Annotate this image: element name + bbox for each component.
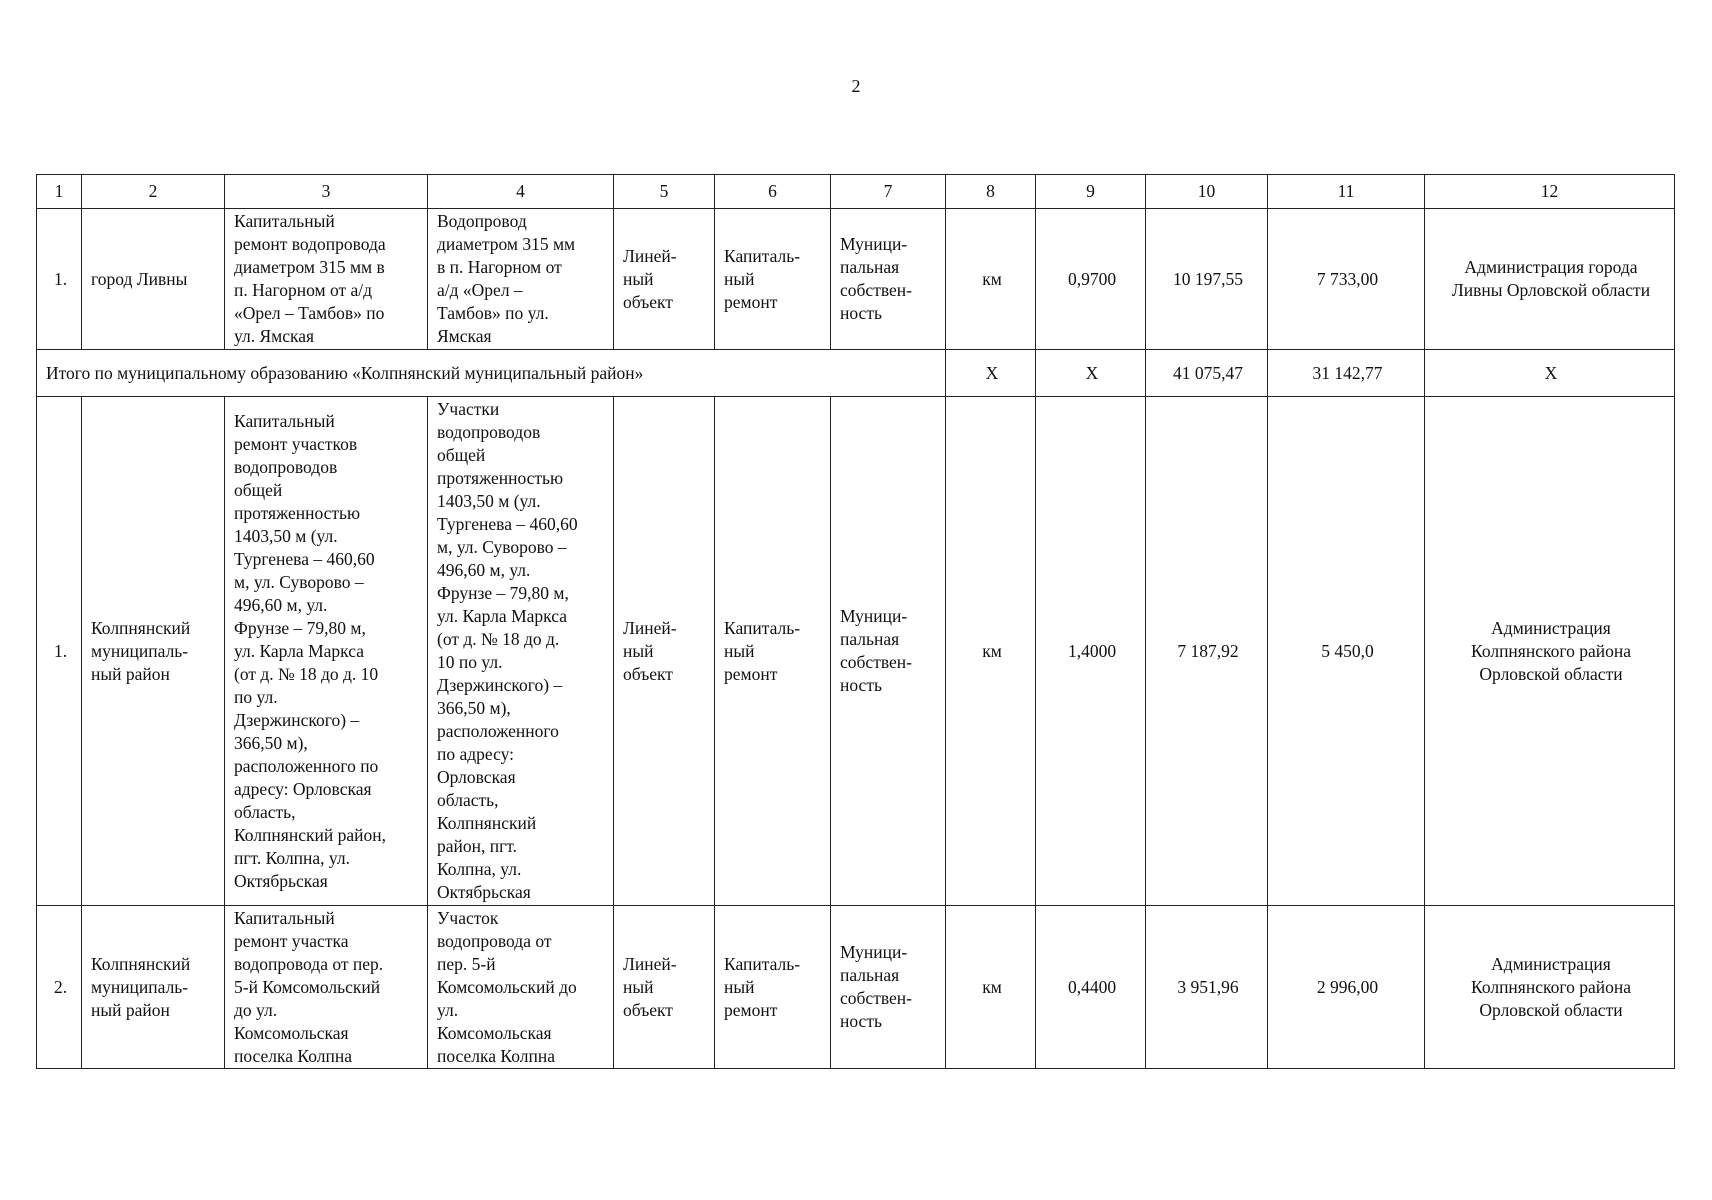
- unit-cell: км: [946, 209, 1036, 350]
- unit-cell: км: [946, 397, 1036, 906]
- ownership-cell: Муници- пальная собствен- ность: [831, 209, 946, 350]
- municipality-cell: Колпнянский муниципаль- ный район: [82, 397, 225, 906]
- municipality-cell: Колпнянский муниципаль- ный район: [82, 906, 225, 1069]
- total-label: Итого по муниципальному образованию «Колпнянский муниципальный район»: [37, 350, 946, 397]
- subsidy-cost-cell: 2 996,00: [1268, 906, 1425, 1069]
- total-unit-cell: Х: [946, 350, 1036, 397]
- object-description-cell: Водопровод диаметром 315 мм в п. Нагорном от а/д «Орел – Тамбов» по ул. Ямская: [428, 209, 614, 350]
- total-subsidy-sum: 31 142,77: [1268, 350, 1425, 397]
- work-description-cell: Капитальный ремонт водопровода диаметром 315 мм в п. Нагорном от а/д «Орел – Тамбов» по ул. Ямская: [225, 209, 428, 350]
- total-cost-cell: 10 197,55: [1146, 209, 1268, 350]
- object-type-cell: Линей- ный объект: [614, 397, 715, 906]
- customer-cell: Администрация Колпнянского района Орловской области: [1425, 906, 1675, 1069]
- column-number: 3: [225, 175, 428, 209]
- ownership-cell: Муници- пальная собствен- ность: [831, 397, 946, 906]
- customer-cell: Администрация города Ливны Орловской области: [1425, 209, 1675, 350]
- object-description-cell: Участки водопроводов общей протяженностью 1403,50 м (ул. Тургенева – 460,60 м, ул. Суворово – 496,60 м, ул. Фрунзе – 79,80 м, ул. Карла Маркса (от д. № 18 до д. 10 по ул. Дзержинского) – 366,50 м), расположенного по адресу: Орловская область, Колпнянский район, пгт. Колпна, ул. Октябрьская: [428, 397, 614, 906]
- object-description-cell: Участок водопровода от пер. 5-й Комсомольский до ул. Комсомольская поселка Колпна: [428, 906, 614, 1069]
- column-number: 5: [614, 175, 715, 209]
- budget-table: [36, 174, 1675, 1069]
- column-number: 11: [1268, 175, 1425, 209]
- work-type-cell: Капиталь- ный ремонт: [715, 906, 831, 1069]
- subsidy-cost-cell: 5 450,0: [1268, 397, 1425, 906]
- row-number: 2.: [37, 906, 82, 1069]
- column-number: 12: [1425, 175, 1675, 209]
- customer-cell: Администрация Колпнянского района Орловской области: [1425, 397, 1675, 906]
- table-row: [37, 906, 1675, 1069]
- object-type-cell: Линей- ный объект: [614, 906, 715, 1069]
- column-number: 6: [715, 175, 831, 209]
- object-type-cell: Линей- ный объект: [614, 209, 715, 350]
- total-row: [37, 350, 1675, 397]
- column-number: 1: [37, 175, 82, 209]
- unit-cell: км: [946, 906, 1036, 1069]
- work-type-cell: Капиталь- ный ремонт: [715, 397, 831, 906]
- table-row: [37, 209, 1675, 350]
- ownership-cell: Муници- пальная собствен- ность: [831, 906, 946, 1069]
- quantity-cell: 1,4000: [1036, 397, 1146, 906]
- total-cost-cell: 7 187,92: [1146, 397, 1268, 906]
- page-number: 2: [851, 76, 861, 96]
- quantity-cell: 0,4400: [1036, 906, 1146, 1069]
- total-quantity-cell: Х: [1036, 350, 1146, 397]
- work-type-cell: Капиталь- ный ремонт: [715, 209, 831, 350]
- table-row: [37, 397, 1675, 906]
- subsidy-cost-cell: 7 733,00: [1268, 209, 1425, 350]
- column-number: 2: [82, 175, 225, 209]
- municipality-cell: город Ливны: [82, 209, 225, 350]
- total-customer-cell: Х: [1425, 350, 1675, 397]
- column-number: 7: [831, 175, 946, 209]
- row-number: 1.: [37, 397, 82, 906]
- total-cost-cell: 3 951,96: [1146, 906, 1268, 1069]
- column-number: 8: [946, 175, 1036, 209]
- column-number: 9: [1036, 175, 1146, 209]
- quantity-cell: 0,9700: [1036, 209, 1146, 350]
- work-description-cell: Капитальный ремонт участков водопроводов общей протяженностью 1403,50 м (ул. Тургенева – 460,60 м, ул. Суворово – 496,60 м, ул. Фрунзе – 79,80 м, ул. Карла Маркса (от д. № 18 до д. 10 по ул. Дзержинского) – 366,50 м), расположенного по адресу: Орловская область, Колпнянский район, пгт. Колпна, ул. Октябрьская: [225, 397, 428, 906]
- row-number: 1.: [37, 209, 82, 350]
- column-number: 4: [428, 175, 614, 209]
- work-description-cell: Капитальный ремонт участка водопровода от пер. 5-й Комсомольский до ул. Комсомольская поселка Колпна: [225, 906, 428, 1069]
- total-cost-sum: 41 075,47: [1146, 350, 1268, 397]
- column-number: 10: [1146, 175, 1268, 209]
- column-number-row: [37, 175, 1675, 209]
